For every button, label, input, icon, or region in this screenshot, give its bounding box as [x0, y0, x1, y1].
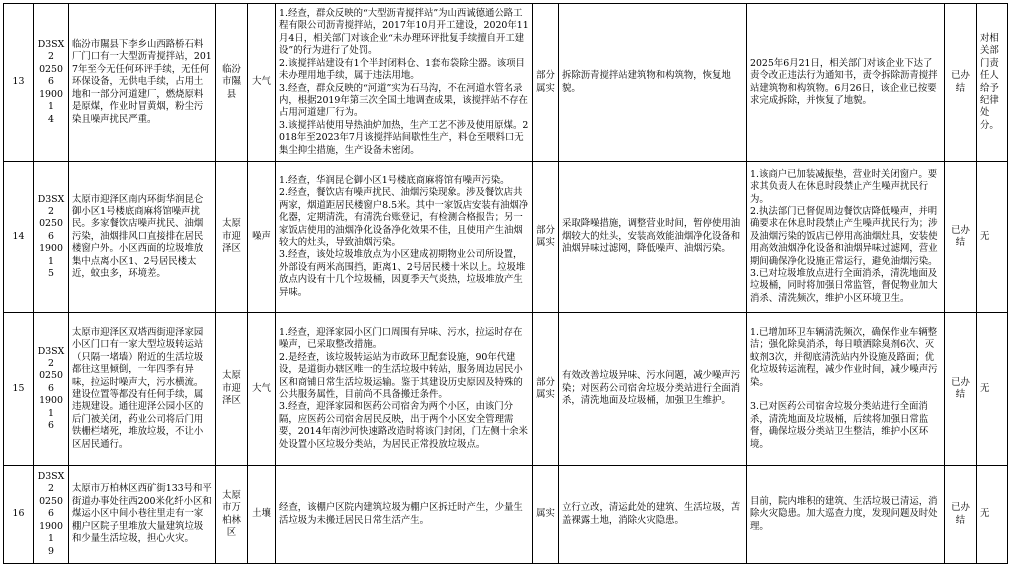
row-number: 14: [4, 162, 34, 313]
completion-status: 已办结: [945, 162, 977, 313]
complaint-content: 太原市迎泽区双塔西街迎泽家园小区门口有一家大型垃圾转运站（只隔一堵墙）附近的生活垃圾都往这里倾倒，一年四季有异味，拉运时噪声大，污水横流。建设位置等都没有任何手续，属违规建设。通往迎泽公园小区的后门被关闭，药业公司将后门用铁栅栏堵死，堆放垃圾，不让小区居民通行。: [69, 313, 216, 466]
completion-status: 已办结: [945, 4, 977, 162]
accountability: 无: [977, 313, 1008, 466]
accountability: 无: [977, 162, 1008, 313]
verification-result: 部分属实: [533, 4, 559, 162]
verification-result: 部分属实: [533, 313, 559, 466]
pollution-type: 大气: [248, 4, 276, 162]
table-row: [4, 466, 1008, 564]
table-row: [4, 4, 1008, 162]
administrative-area: 太原市迎泽区: [216, 313, 248, 466]
pollution-type: 噪声: [248, 162, 276, 313]
accountability: 无: [977, 466, 1008, 564]
complaint-table: [3, 3, 1008, 564]
completion-status: 已办结: [945, 466, 977, 564]
complaint-content: 太原市迎泽区南内环街华润昆仑御小区1号楼底商麻将馆噪声扰民。多家餐饮店噪声扰民、油烟污染，油烟排风口直接排在居民楼窗户外。小区西面的垃圾堆放集中点离小区1、2号居民楼太近，蚊虫多，环境差。: [69, 162, 216, 313]
rectification-measures: 有效改善垃圾异味、污水问题，减少噪声污染；对医药公司宿舍垃圾分类站进行全面消杀，清洗地面及垃圾桶，加强卫生维护。: [559, 313, 747, 466]
complaint-content: 临汾市隰县下李乡山西路桥石料厂门口有一大型沥青搅拌站，2017年至今无任何环评手续，无任何环保设备，无供电手续，占用土地和一部分河道建厂，燃烧原料是原煤，作业时冒黄烟，粉尘污染且噪声扰民严重。: [69, 4, 216, 162]
rectification-progress: 目前，院内堆积的建筑、生活垃圾已清运，消除火灾隐患。加大巡查力度，发现问题及时处理。: [747, 466, 945, 564]
rectification-progress: 1.已增加环卫车辆清洗频次，确保作业车辆整洁；强化除臭消杀，每日喷洒除臭剂6次、灭蚊剂3次，并彻底清洗站内外设施及路面；优化垃圾转运流程，减少作业时间，减少噪声污染。 3.已对医药公司宿舍垃圾分类站进行全面消杀，清洗地面及垃圾桶，后续将加强日常监督，确保垃圾分类站卫生整洁，维护小区环境。: [747, 313, 945, 466]
pollution-type: 大气: [248, 313, 276, 466]
administrative-area: 太原市迎泽区: [216, 162, 248, 313]
accountability: 对相关部门责任人给予纪律处分。: [977, 4, 1008, 162]
administrative-area: 临汾市隰县: [216, 4, 248, 162]
investigation-findings: 1.经查，迎泽家园小区门口周围有异味、污水，拉运时存在噪声，已采取整改措施。 2.是经查，该垃圾转运站为市政环卫配套设施，90年代建设，是道街办辖区唯一的生活垃圾中转站，服务周边居民小区和商铺日常生活垃圾运输。鉴于其建设历史原因及特殊的公共服务属性，目前尚不具备搬迁条件。 3.经查，迎泽家园和医药公司宿舍为两个小区，由该门分隔，应医药公司宿舍居民反映，出于两个小区安全管理需要，2014年南沙河快速路改造时将该门封闭，门左侧十余米处设置小区垃圾分类站，为居民正常投放垃圾点。: [276, 313, 533, 466]
row-number: 15: [4, 313, 34, 466]
complaint-content: 太原市万柏林区西矿街133号和平街道办事处往西200米化纤小区和煤运小区中间小巷往里走有一家棚户区院子里堆放大量建筑垃圾和少量生活垃圾，担心火灾。: [69, 466, 216, 564]
case-code: D3SX2 02506 19001 6: [34, 313, 69, 466]
rectification-measures: 拆除沥青搅拌站建筑物和构筑物，恢复地貌。: [559, 4, 747, 162]
row-number: 13: [4, 4, 34, 162]
rectification-progress: 1.该商户已加装减振垫，营业时关闭窗户。要求其负责人在休息时段禁止产生噪声扰民行为。 2.执法部门已督促周边餐饮店降低噪声，并明确要求在休息时段禁止产生噪声扰民行为；涉及油烟污染的饭店已停用高油烟灶具，安装使用高效油烟净化设备和油烟异味过滤网，营业期间确保净化设施正常运行，避免油烟污染。 3.已对垃圾堆放点进行全面消杀，清洗地面及垃圾桶，同时将加强日常监管，督促物业加大消杀、清洗频次，维护小区环境卫生。: [747, 162, 945, 313]
investigation-findings: 经查，该棚户区院内建筑垃圾为棚户区拆迁时产生，少量生活垃圾为未搬迁居民日常生活产生。: [276, 466, 533, 564]
case-code: D3SX2 02506 19001 5: [34, 162, 69, 313]
investigation-findings: 1.经查，群众反映的“大型沥青搅拌站”为山西诚德通公路工程有限公司沥青搅拌站，2017年10月开工建设，2020年11月4日，相关部门对该企业“未办理环评批复手续擅自开工建设”的行为进行了处罚。 2.该搅拌站建设有1个半封闭料仓、1套布袋除尘器。该项目未办理用地手续，属于违法用地。 3.经查，群众反映的“河道”实为石马沟，不在河道水管名录内，根据2019年第三次全国土地调查成果，该搅拌站不存在占用河道建厂行为。 3.该搅拌站使用导热油炉加热，生产工艺不涉及使用原煤。2018年至2023年7月该搅拌站间歇性生产，料仓至喂料口无集尘抑尘措施，生产设备未密闭。: [276, 4, 533, 162]
row-number: 16: [4, 466, 34, 564]
rectification-progress: 2025年6月21日，相关部门对该企业下达了责令改正违法行为通知书，责令拆除沥青搅拌站建筑物和构筑物。6月26日，该企业已按要求完成拆除，并恢复了地貌。: [747, 4, 945, 162]
pollution-type: 土壤: [248, 466, 276, 564]
case-code: D3SX2 02506 19001 4: [34, 4, 69, 162]
investigation-findings: 1.经查，华润昆仑御小区1号楼底商麻将馆有噪声污染。 2.经查，餐饮店有噪声扰民、油烟污染现象。涉及餐饮店共两家，烟道距居民楼窗户8.5米。其中一家饭店安装有油烟净化器，定期清洗，有清洗台账登记，有检测合格报告；另一家饭店使用的油烟净化设备净化效果不佳，且使用产生油烟较大的灶头，导致油烟污染。 3.经查，该处垃圾堆放点为小区建成初期物业公司所设置，外部设有两米高围挡，距离1、2号居民楼十米以上。垃圾堆放点内设有十几个垃圾桶，因夏季天气炎热，垃圾堆放产生异味。: [276, 162, 533, 313]
rectification-measures: 立行立改，清运此处的建筑、生活垃圾，苫盖裸露土地，消除火灾隐患。: [559, 466, 747, 564]
completion-status: 已办结: [945, 313, 977, 466]
table-row: [4, 313, 1008, 466]
administrative-area: 太原市万柏林区: [216, 466, 248, 564]
table-row: [4, 162, 1008, 313]
case-code: D3SX2 02506 19001 9: [34, 466, 69, 564]
verification-result: 部分属实: [533, 162, 559, 313]
verification-result: 属实: [533, 466, 559, 564]
rectification-measures: 采取降噪措施，调整营业时间，暂停使用油烟较大的灶头，安装高效能油烟净化设备和油烟异味过滤网，降低噪声、油烟污染。: [559, 162, 747, 313]
